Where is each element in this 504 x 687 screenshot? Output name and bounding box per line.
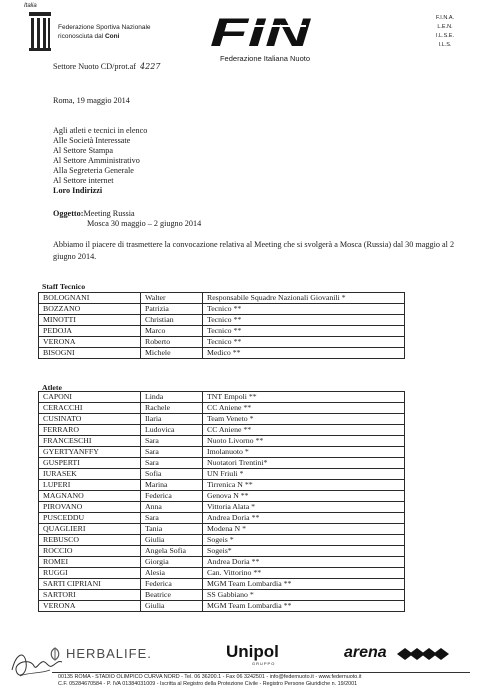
athlete-row xyxy=(39,392,405,403)
athlete-row xyxy=(39,469,405,480)
fin-logo xyxy=(206,12,314,52)
athlete-row xyxy=(39,513,405,524)
first-name-cell: Michele xyxy=(141,348,203,359)
federation-ilse: I.L.S.E. xyxy=(435,33,455,39)
club-cell: Andrea Doria ** xyxy=(203,557,405,568)
athlete-row xyxy=(39,458,405,469)
surname-cell: CUSINATO xyxy=(39,414,141,425)
athlete-row xyxy=(39,579,405,590)
recipients-block xyxy=(53,126,253,196)
footer-address: 00135 ROMA - STADIO OLIMPICO CURVA NORD - Tel. 06 36200.1 - Fax 06 3242501 - info@federnuoto.it - www.federnuoto.it xyxy=(58,674,362,680)
italia-wordmark: Italia xyxy=(24,3,37,9)
surname-cell: ROMEI xyxy=(39,557,141,568)
surname-cell: LUPERI xyxy=(39,480,141,491)
first-name-cell: Sara xyxy=(141,436,203,447)
club-cell: MGM Team Lombardia ** xyxy=(203,579,405,590)
first-name-cell: Walter xyxy=(141,293,203,304)
athletes-title: Atlete xyxy=(42,383,62,392)
surname-cell: FERRARO xyxy=(39,425,141,436)
club-cell: Andrea Doria ** xyxy=(203,513,405,524)
recipient-line: Agli atleti e tecnici in elenco xyxy=(53,126,148,135)
first-name-cell: Ludovica xyxy=(141,425,203,436)
sponsor-logos xyxy=(50,642,470,668)
surname-cell: PEDOJA xyxy=(39,326,141,337)
footer-registry: C.F. 05284670584 - P. IVA 01384031009 - Iscritta al Registro della Protezione Civile - Registro Persone Giuridiche n. 19/2001 xyxy=(58,681,358,687)
club-cell: Vittoria Alata * xyxy=(203,502,405,513)
surname-cell: RUGGI xyxy=(39,568,141,579)
subject-title: Meeting Russia xyxy=(83,209,135,218)
coni-recognition xyxy=(58,24,168,41)
club-cell: Team Veneto * xyxy=(203,414,405,425)
first-name-cell: Giulia xyxy=(141,535,203,546)
unipol-subtitle: GRUPPO xyxy=(252,661,276,666)
athlete-row xyxy=(39,414,405,425)
club-cell: Sogeis* xyxy=(203,546,405,557)
athlete-row xyxy=(39,425,405,436)
surname-cell: QUAGLIERI xyxy=(39,524,141,535)
athlete-row xyxy=(39,546,405,557)
coni-emblem-icon xyxy=(28,12,52,52)
surname-cell: MINOTTI xyxy=(39,315,141,326)
athlete-row xyxy=(39,436,405,447)
surname-cell: GYERTYANFFY xyxy=(39,447,141,458)
surname-cell: GUSPERTI xyxy=(39,458,141,469)
coni-name: Coni xyxy=(104,32,120,40)
first-name-cell: Marco xyxy=(141,326,203,337)
staff-row xyxy=(39,293,405,304)
athlete-row xyxy=(39,491,405,502)
club-cell: TNT Empoli ** xyxy=(203,392,405,403)
arena-diamonds-icon xyxy=(395,646,457,662)
protocol-line xyxy=(53,62,160,72)
athlete-row xyxy=(39,447,405,458)
club-cell: MGM Team Lombardia ** xyxy=(203,601,405,612)
role-cell: Medico ** xyxy=(203,348,405,359)
first-name-cell: Giorgia xyxy=(141,557,203,568)
staff-row xyxy=(39,348,405,359)
federation-fina: F.I.N.A. xyxy=(435,15,455,21)
federations-list xyxy=(420,14,470,50)
surname-cell: CAPONI xyxy=(39,392,141,403)
surname-cell: IURASEK xyxy=(39,469,141,480)
first-name-cell: Christian xyxy=(141,315,203,326)
first-name-cell: Angela Sofia xyxy=(141,546,203,557)
role-cell: Tecnico ** xyxy=(203,337,405,348)
athletes-table xyxy=(38,391,405,612)
staff-table xyxy=(38,292,405,359)
fin-logo-text: FIN xyxy=(210,12,312,52)
athlete-row xyxy=(39,403,405,414)
letter-date: Roma, 19 maggio 2014 xyxy=(53,96,130,105)
first-name-cell: Sara xyxy=(141,447,203,458)
first-name-cell: Giulia xyxy=(141,601,203,612)
role-cell: Responsabile Squadre Nazionali Giovanili * xyxy=(203,293,405,304)
role-cell: Tecnico ** xyxy=(203,315,405,326)
athlete-row xyxy=(39,524,405,535)
club-cell: CC Aniene ** xyxy=(203,425,405,436)
surname-cell: BISOGNI xyxy=(39,348,141,359)
first-name-cell: Beatrice xyxy=(141,590,203,601)
first-name-cell: Sara xyxy=(141,513,203,524)
club-cell: UN Friuli * xyxy=(203,469,405,480)
first-name-cell: Sara xyxy=(141,458,203,469)
recipient-line: Al Settore internet xyxy=(53,176,114,185)
club-cell: Genova N ** xyxy=(203,491,405,502)
protocol-number: 4227 xyxy=(140,62,161,71)
first-name-cell: Roberto xyxy=(141,337,203,348)
recipient-line: Alla Segreteria Generale xyxy=(53,166,134,175)
staff-row xyxy=(39,337,405,348)
subject-block xyxy=(53,209,353,229)
staff-row xyxy=(39,326,405,337)
club-cell: Nuoto Livorno ** xyxy=(203,436,405,447)
handwritten-signature xyxy=(6,640,66,684)
athlete-row xyxy=(39,557,405,568)
role-cell: Tecnico ** xyxy=(203,326,405,337)
athlete-row xyxy=(39,535,405,546)
athlete-row xyxy=(39,480,405,491)
federation-len: L.E.N. xyxy=(437,24,453,30)
subject-line-2: Mosca 30 maggio – 2 giugno 2014 xyxy=(87,219,202,228)
surname-cell: CERACCHI xyxy=(39,403,141,414)
role-cell: Tecnico ** xyxy=(203,304,405,315)
club-cell: CC Aniene ** xyxy=(203,403,405,414)
subject-line-1 xyxy=(53,209,353,219)
club-cell: Imolanuoto * xyxy=(203,447,405,458)
athlete-row xyxy=(39,601,405,612)
athlete-row xyxy=(39,502,405,513)
surname-cell: SARTORI xyxy=(39,590,141,601)
first-name-cell: Tania xyxy=(141,524,203,535)
subject-label: Oggetto: xyxy=(53,209,84,218)
recipient-line: Al Settore Stampa xyxy=(53,146,114,155)
herbalife-logo: HERBALIFE. xyxy=(66,646,152,661)
surname-cell: MAGNANO xyxy=(39,491,141,502)
first-name-cell: Marina xyxy=(141,480,203,491)
recipient-closing: Loro Indirizzi xyxy=(53,186,103,195)
athlete-row xyxy=(39,568,405,579)
first-name-cell: Rachele xyxy=(141,403,203,414)
surname-cell: ROCCIO xyxy=(39,546,141,557)
first-name-cell: Linda xyxy=(141,392,203,403)
unipol-logo: Unipol xyxy=(226,642,279,661)
first-name-cell: Sofia xyxy=(141,469,203,480)
club-cell: Sogeis * xyxy=(203,535,405,546)
coni-line-2 xyxy=(58,33,168,42)
first-name-cell: Alesia xyxy=(141,568,203,579)
surname-cell: VERONA xyxy=(39,601,141,612)
surname-cell: BOLOGNANI xyxy=(39,293,141,304)
first-name-cell: Anna xyxy=(141,502,203,513)
surname-cell: SARTI CIPRIANI xyxy=(39,579,141,590)
club-cell: Tirrenica N ** xyxy=(203,480,405,491)
recipient-line: Alle Società Interessate xyxy=(53,136,131,145)
coni-line-2-prefix: riconosciuta dal xyxy=(58,32,105,40)
staff-row xyxy=(39,315,405,326)
surname-cell: REBUSCO xyxy=(39,535,141,546)
surname-cell: BOZZANO xyxy=(39,304,141,315)
arena-logo: arena xyxy=(344,644,387,661)
first-name-cell: Federica xyxy=(141,579,203,590)
club-cell: Modena N * xyxy=(203,524,405,535)
staff-title: Staff Tecnico xyxy=(42,282,86,291)
footer-divider xyxy=(52,672,470,673)
club-cell: Can. Vittorino ** xyxy=(203,568,405,579)
athlete-row xyxy=(39,590,405,601)
surname-cell: PUSCEDDU xyxy=(39,513,141,524)
protocol-label: Settore Nuoto CD/prot.af xyxy=(53,62,136,71)
coni-line-1: Federazione Sportiva Nazionale xyxy=(58,24,151,31)
federation-ils: I.L.S. xyxy=(438,42,452,48)
surname-cell: PIROVANO xyxy=(39,502,141,513)
club-cell: Nuotatori Trentini* xyxy=(203,458,405,469)
surname-cell: FRANCESCHI xyxy=(39,436,141,447)
first-name-cell: Ilaria xyxy=(141,414,203,425)
first-name-cell: Federica xyxy=(141,491,203,502)
fin-caption: Federazione Italiana Nuoto xyxy=(219,54,311,63)
club-cell: SS Gabbiano * xyxy=(203,590,405,601)
staff-row xyxy=(39,304,405,315)
body-paragraph: Abbiamo il piacere di trasmettere la convocazione relativa al Meeting che si svolgerà a Mosca (Russia) dal 30 maggio al 2 giugno 2014. xyxy=(53,240,455,261)
recipient-line: Al Settore Amministrativo xyxy=(53,156,140,165)
first-name-cell: Patrizia xyxy=(141,304,203,315)
surname-cell: VERONA xyxy=(39,337,141,348)
